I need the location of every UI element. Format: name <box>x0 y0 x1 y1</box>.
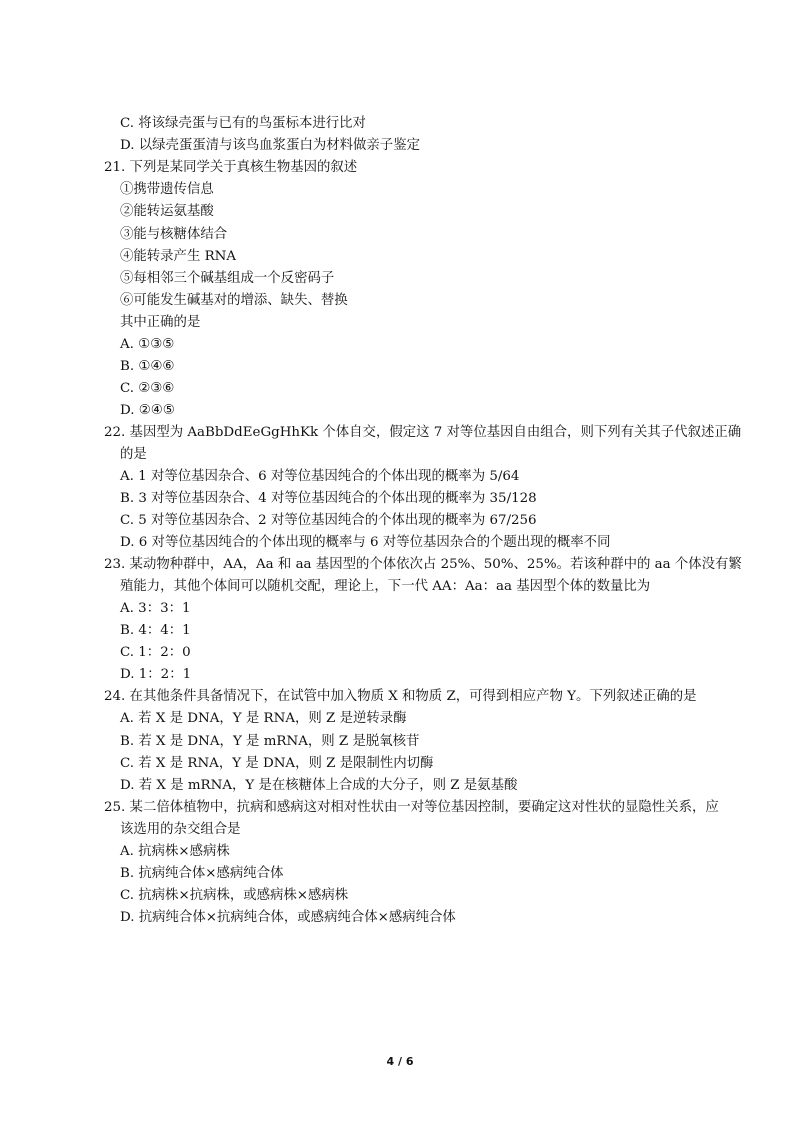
q21-item-5: ⑤每相邻三个碱基组成一个反密码子 <box>120 271 335 286</box>
q23-option-c: C. 1：2：0 <box>120 645 191 660</box>
q25-option-c: C. 抗病株×抗病株，或感病株×感病株 <box>120 888 349 903</box>
q22-option-c: C. 5 对等位基因杂合、2 对等位基因纯合的个体出现的概率为 67/256 <box>120 513 537 528</box>
q24-stem: 24. 在其他条件具备情况下，在试管中加入物质 X 和物质 Z，可得到相应产物 Y。下列叙述正确的是 <box>104 689 697 704</box>
q23-option-d: D. 1：2：1 <box>120 667 192 682</box>
q21-item-2: ②能转运氨基酸 <box>120 204 214 219</box>
q25-option-d: D. 抗病纯合体×抗病纯合体，或感病纯合体×感病纯合体 <box>120 910 456 925</box>
q21-stem: 21. 下列是某同学关于真核生物基因的叙述 <box>104 160 358 175</box>
q22-option-b: B. 3 对等位基因杂合、4 对等位基因纯合的个体出现的概率为 35/128 <box>120 491 537 506</box>
q24-option-d: D. 若 X 是 mRNA，Y 是在核糖体上合成的大分子，则 Z 是氨基酸 <box>120 778 518 793</box>
prev-option-d: D. 以绿壳蛋蛋清与该鸟血浆蛋白为材料做亲子鉴定 <box>120 138 420 153</box>
q21-item-1: ①携带遗传信息 <box>120 182 214 197</box>
q21-option-d: D. ②④⑤ <box>120 403 175 418</box>
q22-stem-line2: 的是 <box>120 447 147 462</box>
q23-stem-line2: 殖能力，其他个体间可以随机交配，理论上，下一代 AA：Aa：aa 基因型个体的数量比为 <box>120 579 651 594</box>
q25-option-a: A. 抗病株×感病株 <box>120 844 230 859</box>
q23-option-b: B. 4：4：1 <box>120 623 191 638</box>
q22-option-d: D. 6 对等位基因纯合的个体出现的概率与 6 对等位基因杂合的个题出现的概率不同 <box>120 535 611 550</box>
q21-item-3: ③能与核糖体结合 <box>120 227 228 242</box>
q21-item-4: ④能转录产生 RNA <box>120 249 237 264</box>
q21-item-6: ⑥可能发生碱基对的增添、缺失、替换 <box>120 293 348 308</box>
q23-option-a: A. 3：3：1 <box>120 601 191 616</box>
prev-option-c: C. 将该绿壳蛋与已有的鸟蛋标本进行比对 <box>120 116 366 131</box>
q25-stem-line2: 该选用的杂交组合是 <box>120 822 241 837</box>
q24-option-a: A. 若 X 是 DNA，Y 是 RNA，则 Z 是逆转录酶 <box>120 711 407 726</box>
q25-option-b: B. 抗病纯合体×感病纯合体 <box>120 866 284 881</box>
q22-stem-line1: 22. 基因型为 AaBbDdEeGgHhKk 个体自交，假定这 7 对等位基因自由组合，则下列有关其子代叙述正确 <box>104 425 742 440</box>
q21-option-a: A. ①③⑤ <box>120 337 175 352</box>
q22-option-a: A. 1 对等位基因杂合、6 对等位基因纯合的个体出现的概率为 5/64 <box>120 469 520 484</box>
q21-prompt: 其中正确的是 <box>120 315 201 330</box>
q24-option-b: B. 若 X 是 DNA，Y 是 mRNA，则 Z 是脱氧核苷 <box>120 734 420 749</box>
page-number: 4 / 6 <box>386 1055 414 1068</box>
q23-stem-line1: 23. 某动物种群中，AA，Aa 和 aa 基因型的个体依次占 25%、50%、25%。若该种群中的 aa 个体没有繁 <box>104 557 742 572</box>
q21-option-c: C. ②③⑥ <box>120 381 175 396</box>
q21-option-b: B. ①④⑥ <box>120 359 175 374</box>
q25-stem-line1: 25. 某二倍体植物中，抗病和感病这对相对性状由一对等位基因控制，要确定这对性状的显隐性关系，应 <box>104 800 719 815</box>
q24-option-c: C. 若 X 是 RNA，Y 是 DNA，则 Z 是限制性内切酶 <box>120 756 434 771</box>
